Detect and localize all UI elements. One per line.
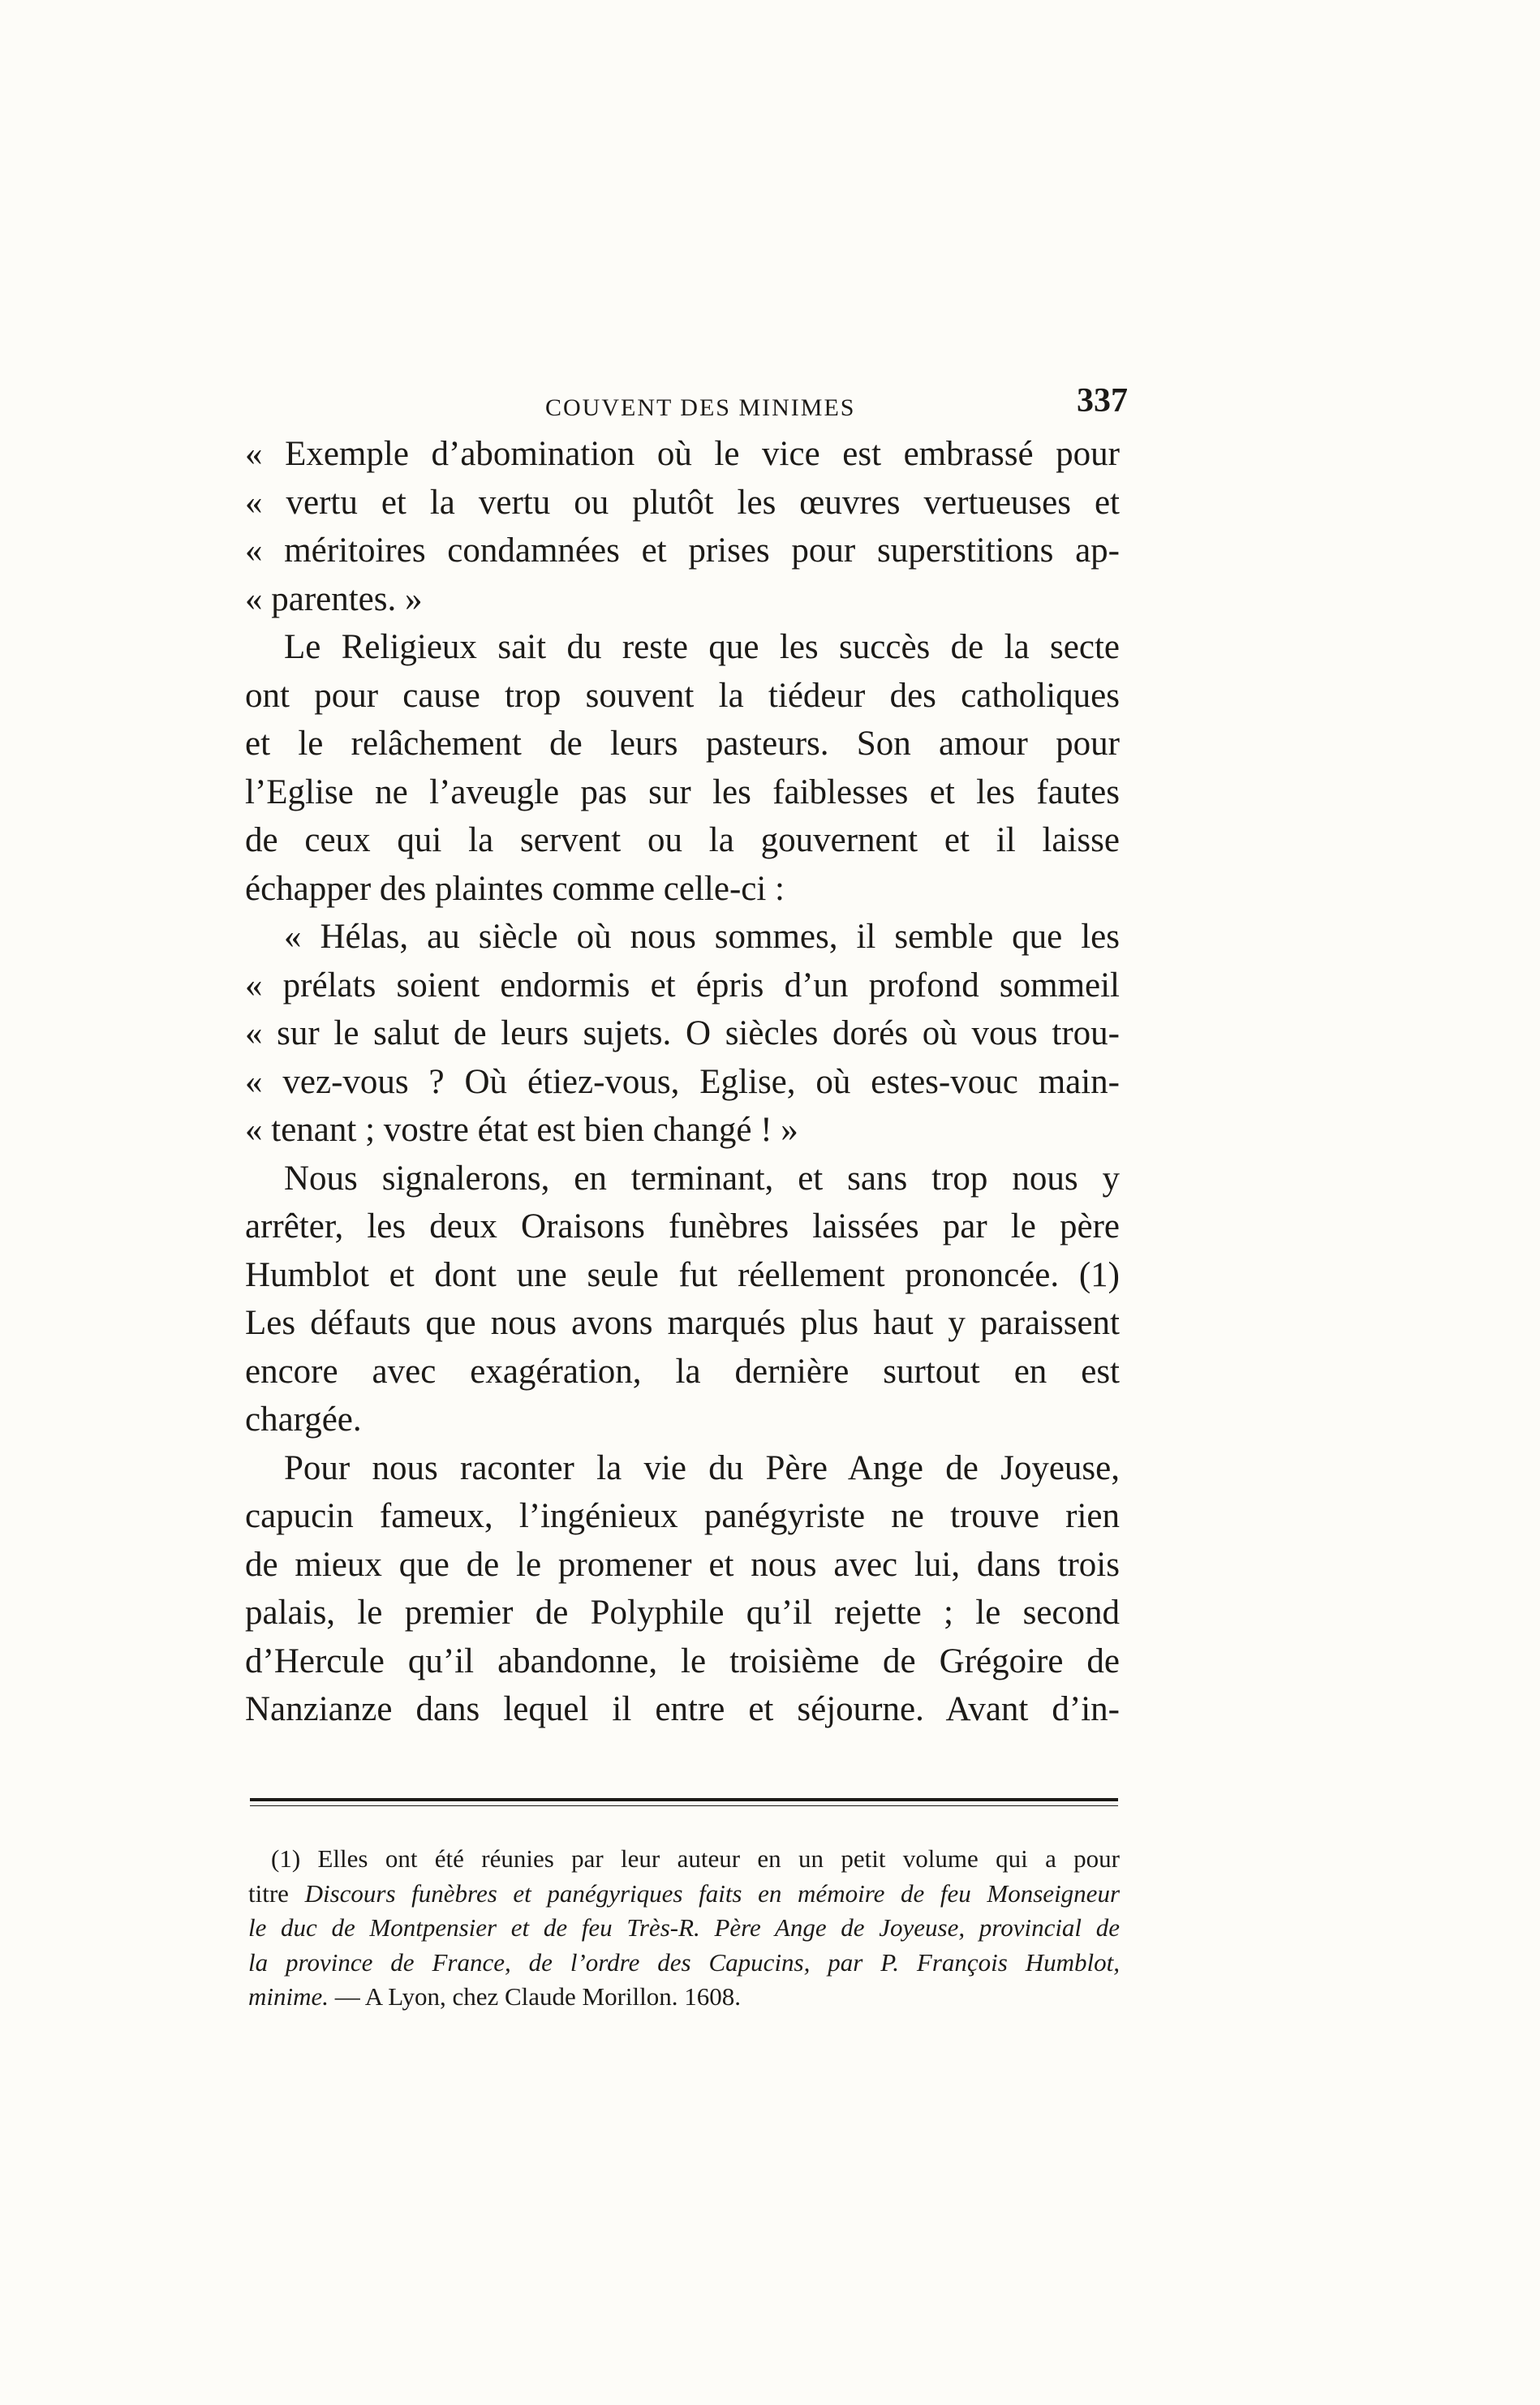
page-header <box>243 381 1128 430</box>
text-line: et le relâchement de leurs pasteurs. Son amour pour <box>245 725 1120 763</box>
footnote-line <box>248 1980 1120 2015</box>
text-line: chargée. <box>245 1400 362 1439</box>
text-line: « parentes. » <box>245 579 423 618</box>
text-line: « sur le salut de leurs sujets. O siècles dorés où vous trou- <box>245 1014 1120 1052</box>
text-line: d’Hercule qu’il abandonne, le troisième de Grégoire de <box>245 1641 1120 1680</box>
text-line: ont pour cause trop souvent la tiédeur des catholiques <box>245 676 1120 715</box>
text-line: arrêter, les deux Oraisons funèbres laissées par le père <box>245 1207 1120 1246</box>
text-line: encore avec exagération, la dernière surtout en est <box>245 1352 1120 1391</box>
text-line: Nous signalerons, en terminant, et sans trop nous y <box>284 1159 1120 1198</box>
footnote-text-italic: minime. <box>248 1982 329 2011</box>
page-number: 337 <box>1077 382 1128 419</box>
footnote-title-italic: Discours funèbres et panégyriques faits en mémoire de feu Monseigneur <box>304 1878 1121 1908</box>
footnote-line: le duc de Montpensier et de feu Très-R. Père Ange de Joyeuse, provincial de <box>248 1913 1120 1942</box>
text-line: Humblot et dont une seule fut réellement prononcée. (1) <box>245 1255 1120 1294</box>
text-line: « Hélas, au siècle où nous sommes, il semble que les <box>284 918 1120 956</box>
footnote-text: — A Lyon, chez Claude Morillon. 1608. <box>329 1982 742 2011</box>
running-head: COUVENT DES MINIMES <box>545 394 856 421</box>
text-line: « tenant ; vostre état est bien changé ! » <box>245 1111 798 1149</box>
text-line: « prélats soient endormis et épris d’un profond sommeil <box>245 966 1120 1005</box>
text-line: de mieux que de le promener et nous avec lui, dans trois <box>245 1545 1120 1584</box>
footnote-rule-thin <box>250 1805 1118 1806</box>
text-line: Les défauts que nous avons marqués plus haut y paraissent <box>245 1304 1120 1342</box>
text-line: Pour nous raconter la vie du Père Ange de Joyeuse, <box>284 1448 1120 1487</box>
body-text <box>245 430 1120 1734</box>
text-line: Nanzianze dans lequel il entre et séjourne. Avant d’in- <box>245 1690 1120 1728</box>
text-line: « vez-vous ? Où étiez-vous, Eglise, où estes-vouc main- <box>245 1062 1120 1101</box>
text-line: l’Eglise ne l’aveugle pas sur les faiblesses et les fautes <box>245 772 1120 811</box>
footnotes <box>248 1842 1120 2015</box>
text-line: « vertu et la vertu ou plutôt les œuvres vertueuses et <box>245 483 1120 522</box>
text-line: échapper des plaintes comme celle-ci : <box>245 869 785 908</box>
text-line: « méritoires condamnées et prises pour superstitions ap- <box>245 531 1120 570</box>
text-line: de ceux qui la servent ou la gouvernent et il laisse <box>245 821 1120 859</box>
text-line: palais, le premier de Polyphile qu’il rejette ; le second <box>245 1594 1120 1632</box>
text-line: capucin fameux, l’ingénieux panégyriste ne trouve rien <box>245 1497 1120 1535</box>
text-line: « Exemple d’abomination où le vice est embrassé pour <box>245 435 1120 473</box>
footnote-rule <box>250 1798 1118 1801</box>
text-line: Le Religieux sait du reste que les succès de la secte <box>284 628 1120 666</box>
footnote-line: (1) Elles ont été réunies par leur auteur en un petit volume qui a pour <box>271 1844 1120 1873</box>
footnote-text: titre <box>248 1878 305 1908</box>
footnote-line <box>248 1877 1120 1912</box>
footnote-line: la province de France, de l’ordre des Capucins, par P. François Humblot, <box>248 1947 1120 1977</box>
